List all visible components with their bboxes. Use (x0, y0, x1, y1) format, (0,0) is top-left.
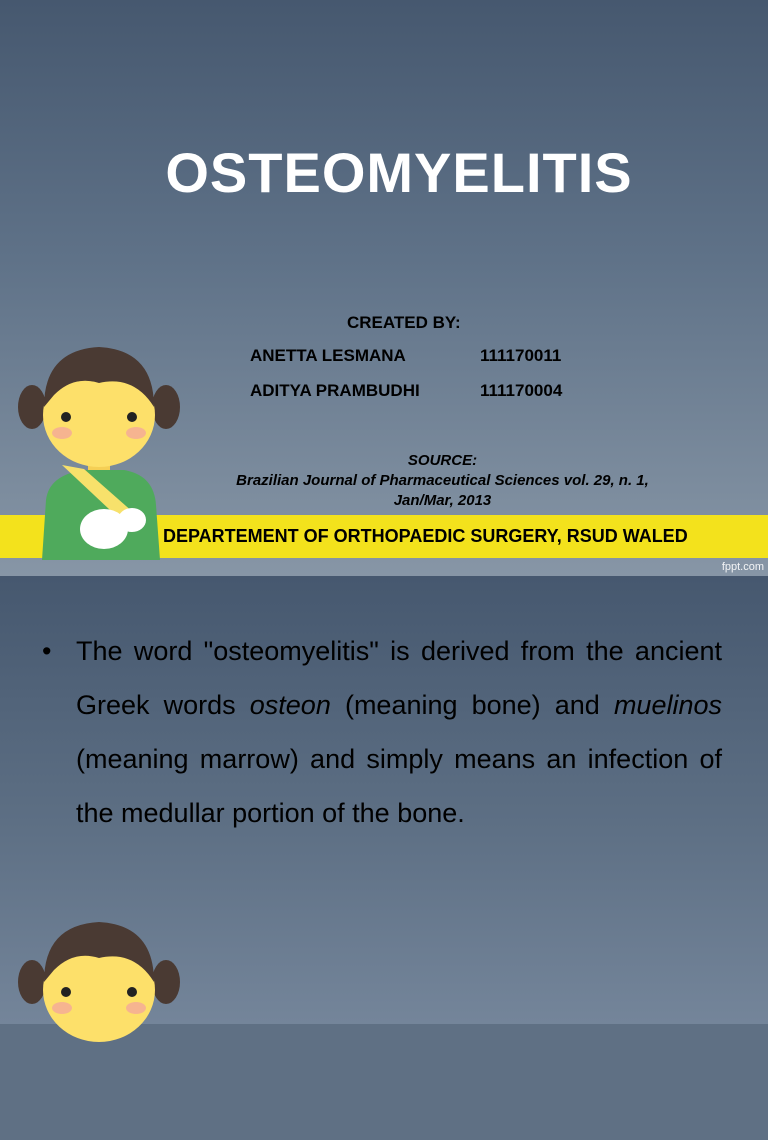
source-citation-line1: Brazilian Journal of Pharmaceutical Sciences vol. 29, n. 1, (236, 472, 649, 489)
term-muelinos: muelinos (613, 690, 722, 720)
slide-title: OSTEOMYELITIS (165, 141, 633, 204)
text-part: The word "osteomyelitis" is derived from the ancient Greek words (76, 636, 722, 720)
text-part: (meaning bone) and (330, 690, 614, 720)
source-citation-line2: Jan/Mar, 2013 (393, 492, 492, 509)
source-block (190, 451, 695, 511)
author-name: ADITYA PRAMBUDHI (250, 381, 420, 400)
bullet-paragraph (42, 624, 722, 840)
author-id: 111170004 (480, 381, 563, 400)
definition-text (76, 624, 722, 840)
department-name: DEPARTEMENT OF ORTHOPAEDIC SURGERY, RSUD WALED (163, 526, 688, 546)
girl-illustration (14, 910, 184, 1140)
bullet-marker: • (42, 636, 52, 666)
created-by-label: CREATED BY: (347, 313, 461, 332)
author-name: ANETTA LESMANA (250, 346, 406, 365)
source-label: SOURCE: (407, 452, 478, 469)
watermark: fppt.com (721, 561, 764, 573)
term-osteon: osteon (249, 690, 331, 720)
author-id: 111170011 (480, 346, 562, 365)
girl-illustration (14, 335, 184, 565)
text-part: (meaning marrow) and simply means an infection of the medullar portion of the bone. (76, 744, 722, 828)
